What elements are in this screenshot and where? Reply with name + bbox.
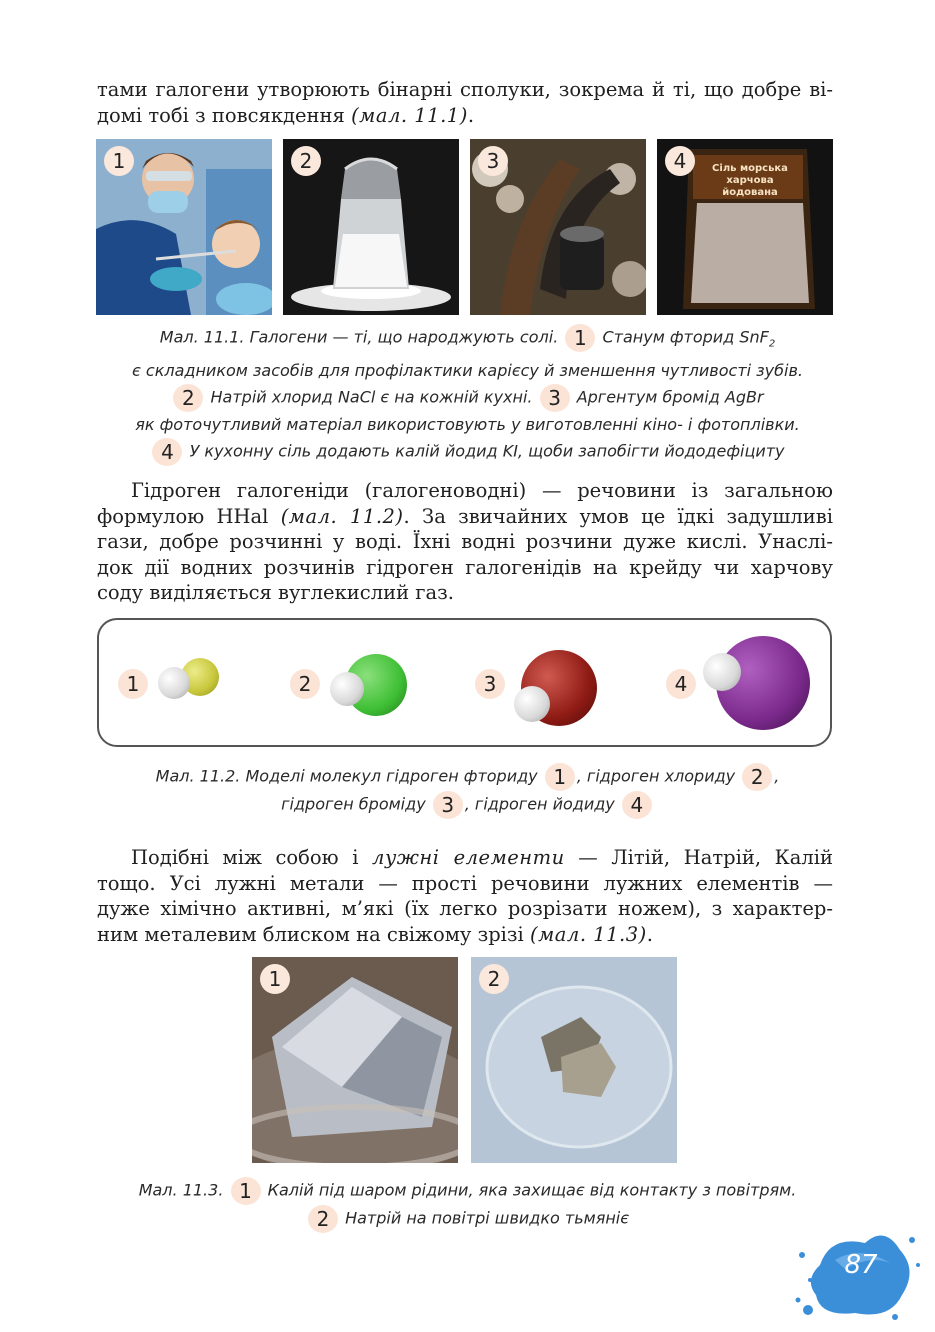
text-span: домі тобі з повсякдення [97,103,345,127]
text-span: . [467,103,475,127]
text-span: . [646,922,653,946]
number-badge: 3 [433,791,463,819]
paragraph-alkali-elements [97,845,833,947]
text-line: Гідроген галогеніди (галогеноводні) — речовини із загальною [131,479,833,502]
text-line: тощо. Усі лужні метали — прості речовини лужних елементів — [97,871,833,895]
number-badge: 1 [565,324,595,352]
caption-text: Калій під шаром рідини, яка захищає від контакту з повітрям. [267,1180,797,1200]
figure-caption-11-3 [60,1177,875,1233]
hydrogen-atom [158,667,190,699]
salt-shaker-photo [283,139,459,315]
figure-reference: (мал. 11.1) [351,103,468,127]
figure-badge: 1 [104,146,134,176]
text-span: формулою HHal [97,504,269,528]
caption-line: як фоточутливий матеріал використовують у виготовленні кіно- і фотоплівки. [135,414,800,434]
potassium-photo [252,957,458,1163]
text-span: — Літій, Натрій, Калій [578,846,833,869]
text-span: Подібні між собою і [131,846,359,869]
salt-bag-label: Сіль морська харчова йодована [712,163,788,198]
caption-line [60,1177,875,1205]
figure-badge: 4 [665,146,695,176]
caption-line [60,324,875,358]
caption-text: Натрій хлорид NaCl є на кожній кухні. [210,387,533,407]
caption-text: , [774,766,780,786]
caption-text: , гідроген хлориду [576,766,736,786]
number-badge: 1 [545,763,575,791]
italic-term: лужні елементи [372,846,565,869]
caption-text: гідроген броміду [281,794,426,814]
paragraph-hydrogen-halides [97,478,833,606]
paragraph-intro [97,77,833,128]
text-line: соду виділяється вуглекислий газ. [97,581,454,604]
figure-caption-11-1 [60,324,875,466]
caption-line [60,438,875,466]
number-badge: 4 [666,669,696,699]
caption-line [60,1205,875,1233]
figure-caption-11-2 [60,763,875,819]
hydrogen-atom [703,653,741,691]
number-badge: 4 [622,791,652,819]
figure-badge: 2 [291,146,321,176]
number-badge: 2 [290,669,320,699]
page-number: 87 [844,1250,878,1280]
subscript: 2 [768,338,776,350]
caption-text: Станум фторид SnF [602,327,769,347]
text-span: . За звичайних умов це їдкі задушливі [403,504,833,528]
dentist-photo [96,139,272,315]
caption-text: Мал. 11.2. Моделі молекул гідроген фториду [155,766,538,786]
figure-badge: 1 [260,964,290,994]
figure-badge: 3 [478,146,508,176]
sodium-photo [471,957,677,1163]
caption-text: Натрій на повітрі швидко тьмяніє [345,1208,630,1228]
figure-reference: (мал. 11.2) [280,504,404,528]
text-line [97,922,833,948]
number-badge: 4 [152,438,182,466]
text-line [97,845,833,871]
number-badge: 1 [231,1177,261,1205]
number-badge: 3 [540,384,570,412]
figure-reference: (мал. 11.3) [530,922,647,946]
caption-line [60,791,875,819]
number-badge: 1 [118,669,148,699]
hydrogen-atom [330,672,364,706]
caption-text: Мал. 11.3. [138,1180,224,1200]
caption-line: є складником засобів для профілактики карієсу й зменшення чутливості зубів. [132,360,803,380]
text-line: гази, добре розчинні у воді. Їхні водні розчини дуже кислі. Унаслі- [97,530,833,553]
caption-text: Мал. 11.1. Галогени — ті, що народжують солі. [159,327,559,347]
caption-line [60,763,875,791]
film-roll-photo [470,139,646,315]
figure-badge: 2 [479,964,509,994]
text-line [97,504,833,530]
number-badge: 2 [308,1205,338,1233]
text-line: дуже хімічно активні, м’які (їх легко розрізати ножем), з характер- [97,897,833,920]
caption-text: , гідроген йодиду [464,794,615,814]
text-span: ним металевим блиском на свіжому зрізі [97,922,524,946]
number-badge: 3 [475,669,505,699]
iodized-salt-photo [657,139,833,315]
caption-text: У кухонну сіль додають калій йодид KI, щоби запобігти йододефіциту [189,441,785,461]
text-line [97,103,833,129]
text-line: тами галогени утворюють бінарні сполуки, зокрема й ті, що добре ві- [97,78,833,101]
number-badge: 2 [173,384,203,412]
text-line: док дії водних розчинів гідроген галогенідів на крейду чи харчову [97,555,833,579]
hydrogen-atom [514,686,550,722]
caption-line [60,384,875,412]
number-badge: 2 [742,763,772,791]
caption-text: Аргентум бромід AgBr [576,387,764,407]
